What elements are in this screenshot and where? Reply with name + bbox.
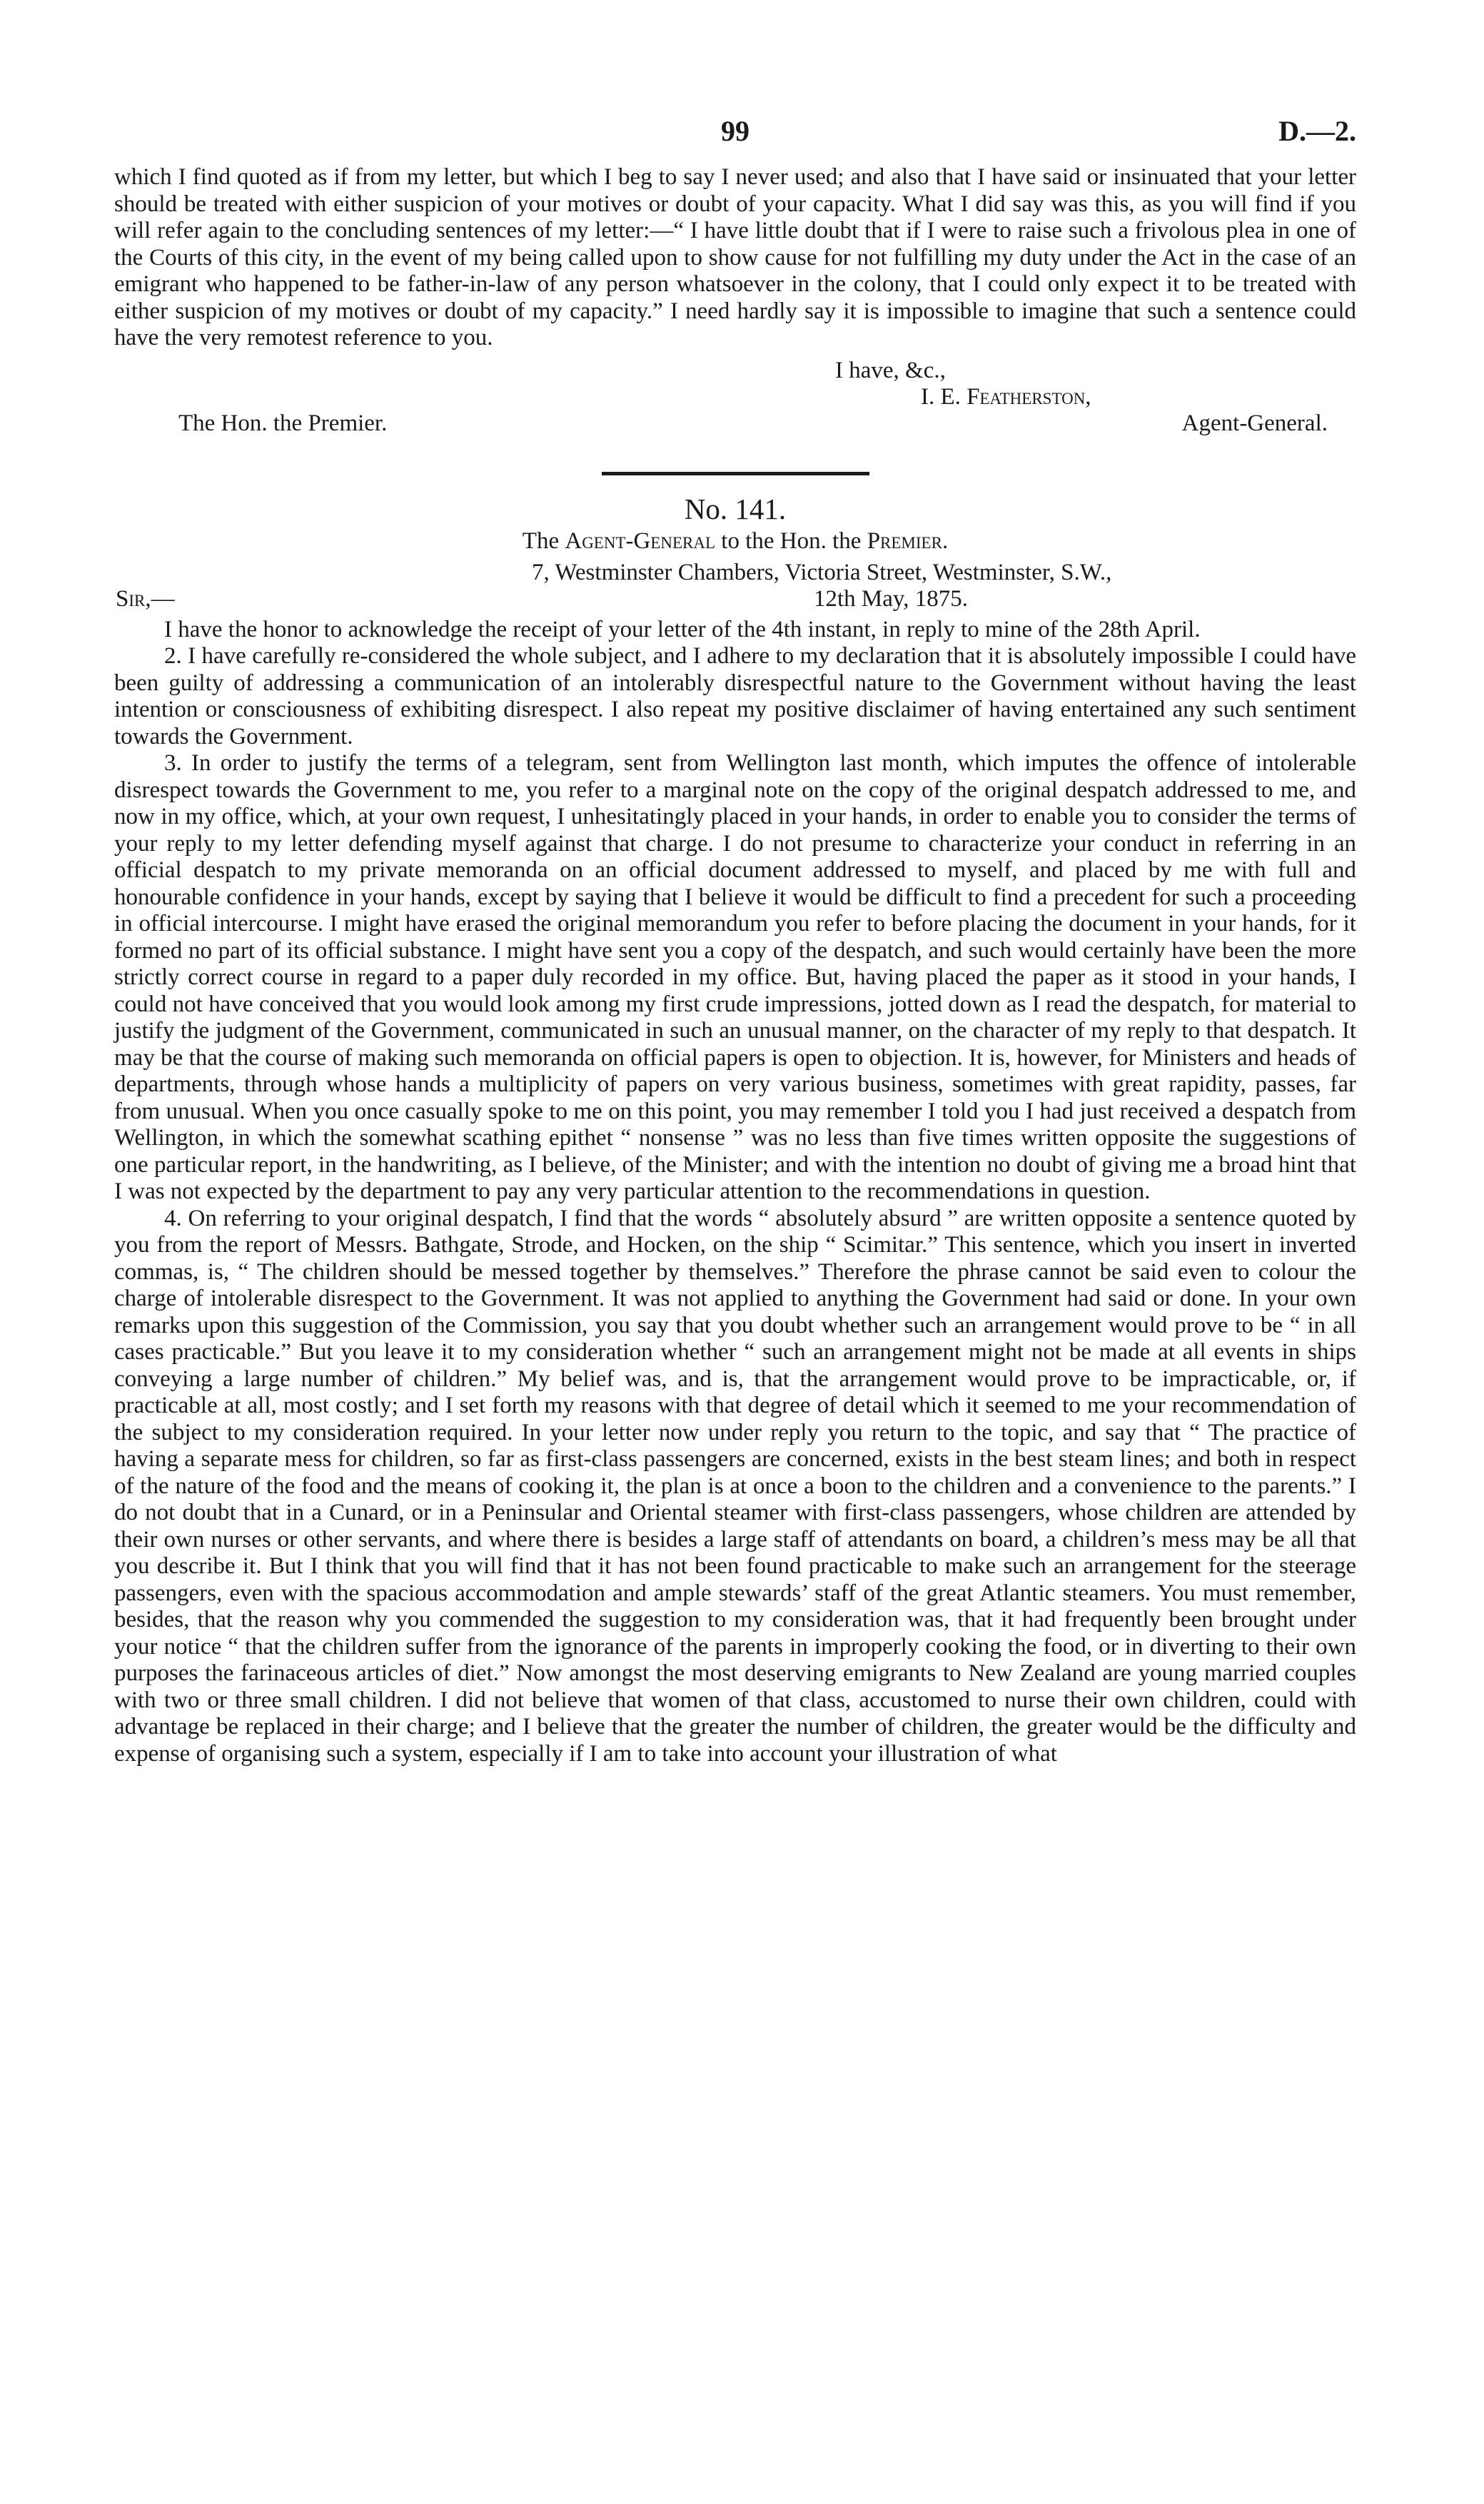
letter-from-to: [114, 527, 1356, 555]
to-prefix: to the Hon. the: [721, 527, 862, 554]
signatory-title: Agent-General.: [1181, 410, 1328, 436]
signature-block: [114, 358, 1356, 472]
letter-number: No. 141.: [684, 492, 787, 525]
paragraph: 2. I have carefully re-considered the whole subject, and I adhere to my declaration that it is absolutely impossible I could have been guilty of addressing a communication of an intolerably disrespectful nature to the Government without having the least intention or consciousness of exhibiting disrespect. I also repeat my positive disclaimer of having entertained any such sentiment towards the Government.: [114, 643, 1356, 749]
section-divider: [602, 472, 869, 475]
letter-address: 7, Westminster Chambers, Victoria Street, Westminster, S.W.,: [532, 559, 1112, 585]
continuation-paragraph: which I find quoted as if from my letter, but which I beg to say I never used; and also that I have said or insinuated that your letter should be treated with either suspicion of your motives or doubt of your capacity. What I did say was this, as you will find if you will refer again to the concluding sentences of my letter:—“ I have little doubt that if I were to raise such a frivolous plea in one of the Courts of this city, in the event of my being called upon to show cause for not fulfilling my duty under the Act in the case of an emigrant who happened to be father-in-law of any person whatsoever in the colony, that I could only expect it to be treated with either suspicion of my motives or doubt of my capacity.” I need hardly say it is impossible to imagine that such a sentence could have the very remotest reference to you.: [114, 164, 1356, 350]
page-number: 99: [721, 115, 749, 147]
letter-heading: [114, 560, 1356, 617]
paragraph: 4. On referring to your original despatch, I find that the words “ absolutely absurd ” are written opposite a sentence quoted by you from the report of Messrs. Bathgate, Strode, and Hocken, on the ship “ Scimitar.” This sentence, which you insert in inverted commas, is, “ The children should be messed together by themselves.” Therefore the phrase cannot be said even to colour the charge of intolerable disrespect to the Government. It was not applied to anything the Government had said or done. In your own remarks upon this suggestion of the Commission, you say that you doubt whether such an arrangement would prove to be “ in all cases practicable.” But you leave it to my consideration whether “ such an arrangement might not be made at all events in ships conveying a large number of children.” My belief was, and is, that the arrangement would prove to be impracticable, or, if practicable at all, most costly; and I set forth my reasons with that degree of detail which it seemed to me your recommendation of the subject to my consideration required. In your letter now under reply you return to the topic, and say that “ The practice of having a separate mess for children, so far as first-class passengers are concerned, exists in the best steam lines; and both in respect of the nature of the food and the means of cooking it, the plan is at once a boon to the children and a convenience to the parents.” I do not doubt that in a Cunard, or in a Peninsular and Oriental steamer with first-class passengers, whose children are attended by their own nurses or other servants, and where there is besides a large staff of attendants on board, a children’s mess may be all that you describe it. But I think that you will find that it has not been found practicable to make such an arrangement for the steerage passengers, even with the spacious accommodation and ample stewards’ staff of the great Atlantic steamers. You must remember, besides, that the reason why you commended the suggestion to my consideration was, that it had frequently been brought under your notice “ that the children suffer from the ignorance of the parents in improperly cooking the food, or in diverting to their own purposes the farinaceous articles of diet.” Now amongst the most deserving emigrants to New Zealand are young married couples with two or three small children. I did not believe that women of that class, accustomed to nurse their own children, could with advantage be replaced in their charge; and I believe that the greater the number of children, the greater would be the difficulty and expense of organising such a system, especially if I am to take into account your illustration of what: [114, 1205, 1356, 1767]
letter-to: Premier: [867, 527, 942, 554]
letter-date: 12th May, 1875.: [814, 585, 969, 612]
signatory-name: I. E. Featherston,: [921, 383, 1091, 410]
paragraph: 3. In order to justify the terms of a telegram, sent from Wellington last month, which imputes the offence of intolerable disrespect towards the Government to me, you refer to a marginal note on the copy of the original despatch addressed to me, and now in my office, which, at your own request, I unhesitatingly placed in your hands, in order to enable you to consider the terms of your reply to my letter defending myself against that charge. I do not presume to characterize your conduct in referring in an official despatch to my private memoranda on an official document addressed to myself, and placed by me with full and honourable confidence in your hands, except by saying that I believe it would be difficult to find a precedent for such a proceeding in official intercourse. I might have erased the original memorandum you refer to before placing the document in your hands, for it formed no part of its official substance. I might have sent you a copy of the despatch, and such would certainly have been the more strictly correct course in regard to a paper duly recorded in my office. But, having placed the paper as it stood in your hands, I could not have conceived that you would look among my first crude impressions, jotted down as I read the despatch, for material to justify the judgment of the Government, communicated in such an unusual manner, on the character of my reply to that despatch. It may be that the course of making such memoranda on official papers is open to objection. It is, however, for Ministers and heads of departments, through whose hands a multiplicity of papers on very various business, sometimes with great rapidity, passes, far from unusual. When you once casually spoke to me on this point, you may remember I told you I had just received a despatch from Wellington, in which the somewhat scathing epithet “ nonsense ” was no less than five times written opposite the suggestions of one particular report, in the handwriting, as I believe, of the Minister; and with the intention no doubt of giving me a broad hint that I was not expected by the department to pay any very particular attention to the recommendations in question.: [114, 750, 1356, 1204]
addressee: The Hon. the Premier.: [178, 410, 388, 436]
closing: I have, &c.,: [835, 357, 946, 383]
document-page: [114, 114, 1356, 1767]
salutation: Sir,—: [116, 585, 175, 612]
document-reference: D.—2.: [1278, 115, 1356, 147]
page-header: [114, 114, 1356, 164]
paragraph: I have the honor to acknowledge the receipt of your letter of the 4th instant, in reply to mine of the 28th April.: [164, 616, 1201, 642]
from-prefix: The: [522, 527, 560, 554]
from-to-suffix: .: [942, 527, 949, 554]
letter-from: Agent-General: [565, 527, 716, 554]
